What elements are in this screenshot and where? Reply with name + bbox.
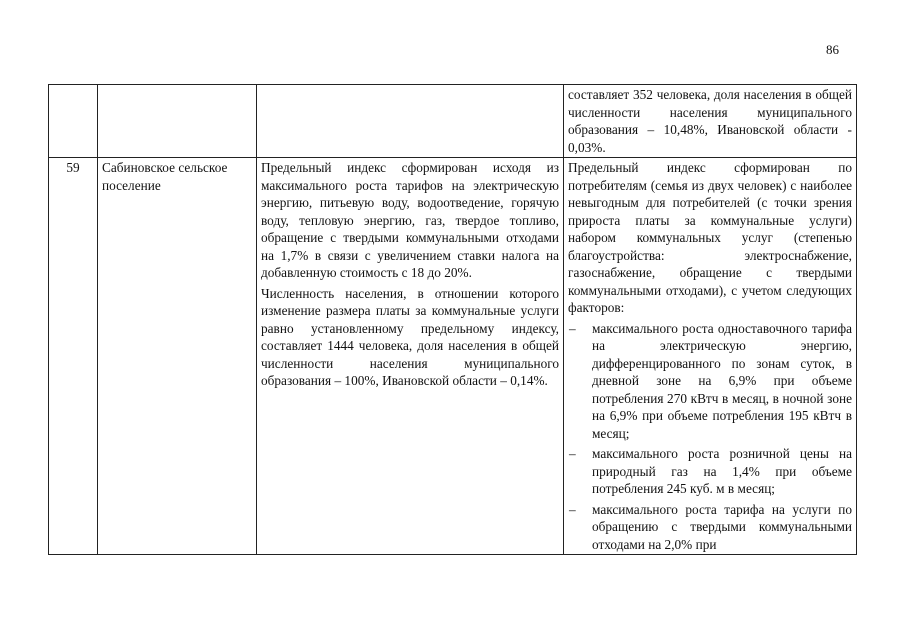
population-paragraph: Численность населения, в отношении которого изменение размера платы за коммунальные услуги равно установленному предельному индексу, составляет 1444 человека, доля населения в общей численности населения муниципального образования – 100%, Ивановской области – 0,14%. — [261, 285, 559, 388]
list-item — [568, 320, 852, 443]
cell-col3-empty — [257, 85, 564, 158]
list-item-text: максимального роста одноставочного тарифа на электрическую энергию, дифференцированного по зонам суток, в дневной зоне на 6,9% при объеме потребления 270 кВтч в месяц, в ночной зоне на 6,9% при объеме потребления 195 кВтч в месяц; — [592, 320, 852, 441]
index-basis-paragraph: Предельный индекс сформирован исходя из максимального роста тарифов на электрическую энергию, питьевую воду, водоотведение, горячую воду, тепловую энергию, газ, твердое топливо, обращение с твердыми коммунальными отходами на 1,7% в связи с увеличением ставки налога на добавленную стоимость с 18 до 20%. — [261, 160, 559, 280]
list-item-text: максимального роста розничной цены на природный газ на 1,4% при объеме потребления 245 куб. м в месяц; — [592, 446, 852, 496]
list-item-text: максимального роста тарифа на услуги по обращению с твердыми коммунальными отходами на 2,0% при — [592, 501, 852, 552]
continued-text: составляет 352 человека, доля населения в общей численности населения муниципального образования – 10,48%, Ивановской области - 0,03%. — [568, 87, 852, 155]
factors-intro: Предельный индекс сформирован по потребителям (семья из двух человек) с наиболее невыгодным для потребителей (с точки зрения прироста платы за коммунальные услуги) набором коммунальных услуг (степенью благоустройства: электроснабжение, газоснабжение, обращение с твердыми коммунальными отходами), с учетом следующих факторов: — [568, 160, 852, 315]
table-row-59 — [49, 158, 857, 555]
list-item — [568, 445, 852, 498]
dash-marker: – — [569, 501, 576, 517]
table-row-continued — [49, 85, 857, 158]
dash-marker: – — [569, 446, 576, 461]
document-table — [48, 84, 857, 555]
settlement-name: Сабиновское сельское поселение — [98, 158, 257, 555]
factors-list — [568, 320, 852, 554]
dash-marker: – — [569, 320, 576, 336]
list-item — [568, 501, 852, 554]
cell-name-empty — [98, 85, 257, 158]
page-number: 86 — [826, 42, 839, 57]
cell-col4-continued — [564, 85, 857, 158]
cell-index-basis — [257, 158, 564, 555]
row-number: 59 — [49, 158, 98, 555]
cell-consumer-factors — [564, 158, 857, 555]
cell-number-empty — [49, 85, 98, 158]
